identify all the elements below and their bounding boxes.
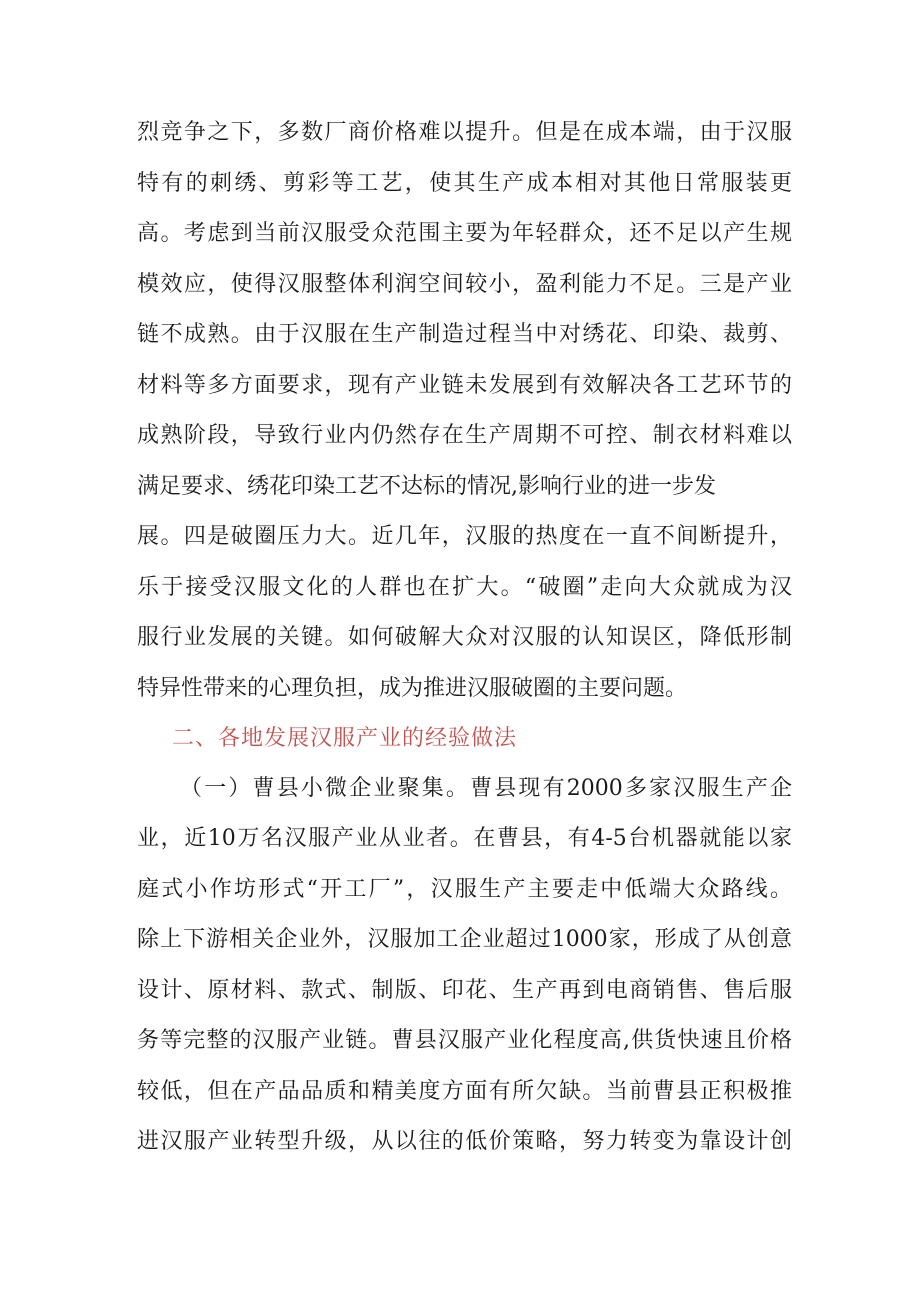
paragraph-line: 设计、原材料、款式、制版、印花、生产再到电商销售、售后服 [137,978,792,1003]
paragraph-line: 高。考虑到当前汉服受众范围主要为年轻群众，还不足以产生规 [137,221,792,246]
paragraph-line: 成熟阶段，导致行业内仍然存在生产周期不可控、制衣材料难以 [137,423,792,448]
paragraph-line: 务等完整的汉服产业链。曹县汉服产业化程度高,供货快速且价格 [137,1028,792,1053]
paragraph-line: 模效应，使得汉服整体利润空间较小，盈利能力不足。三是产业 [137,272,792,297]
paragraph-line: 除上下游相关企业外，汉服加工企业超过1000家，形成了从创意 [137,927,792,952]
paragraph-line: 较低，但在产品品质和精美度方面有所欠缺。当前曹县正积极推 [137,1079,792,1104]
paragraph-line: 业，近10万名汉服产业从业者。在曹县，有4-5台机器就能以家 [137,826,792,851]
paragraph-line: （一）曹县小微企业聚集。曹县现有2000多家汉服生产企 [180,776,792,801]
paragraph-line: 庭式小作坊形式“开工厂”，汉服生产主要走中低端大众路线。 [137,877,792,902]
paragraph-line: 材料等多方面要求，现有产业链未发展到有效解决各工艺环节的 [137,373,792,398]
paragraph-line: 特异性带来的心理负担，成为推进汉服破圈的主要问题。 [137,676,688,701]
paragraph-line: 链不成熟。由于汉服在生产制造过程当中对绣花、印染、裁剪、 [137,322,792,347]
paragraph-line: 展。四是破圈压力大。近几年，汉服的热度在一直不间断提升， [137,524,792,549]
paragraph-line: 烈竞争之下，多数厂商价格难以提升。但是在成本端，由于汉服 [137,120,792,145]
paragraph-line: 服行业发展的关键。如何破解大众对汉服的认知误区，降低形制 [137,625,792,650]
paragraph-line: 乐于接受汉服文化的人群也在扩大。“破圈”走向大众就成为汉 [137,575,792,600]
paragraph-line: 特有的刺绣、剪彩等工艺，使其生产成本相对其他日常服装更 [137,171,792,196]
paragraph-line: 满足要求、绣花印染工艺不达标的情况,影响行业的进一步发 [137,474,716,499]
paragraph-line: 进汉服产业转型升级，从以往的低价策略，努力转变为靠设计创 [137,1129,792,1154]
section-heading: 二、各地发展汉服产业的经验做法 [172,726,518,751]
